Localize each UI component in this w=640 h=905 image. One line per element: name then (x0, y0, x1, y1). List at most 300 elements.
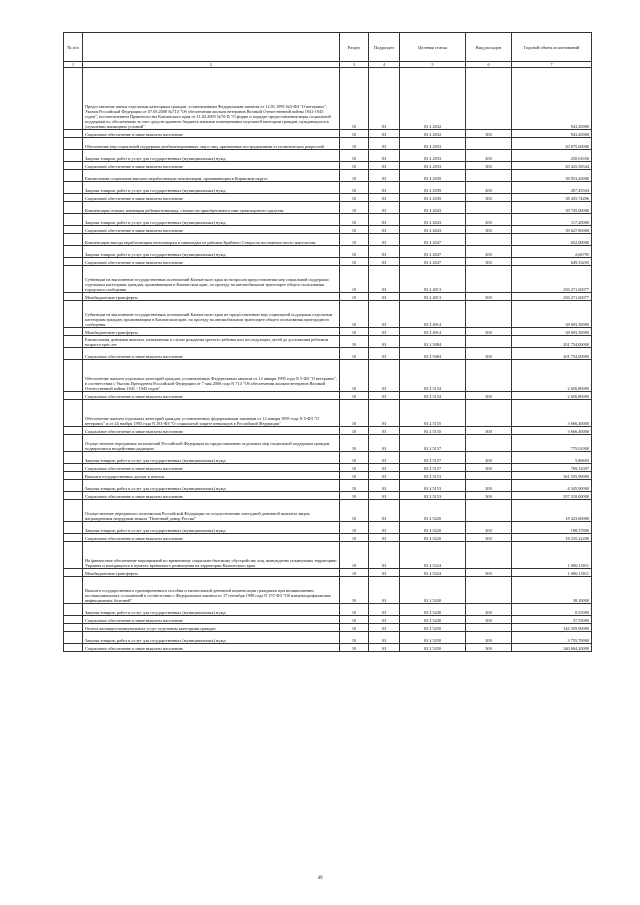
section-cell: 10 (340, 194, 369, 202)
table-row (64, 360, 592, 392)
subsection-cell: 03 (369, 569, 400, 577)
amount-cell: 38,10000 (512, 577, 592, 604)
subsection-cell: 03 (369, 464, 400, 472)
amount-cell: 201 754,00000 (512, 348, 592, 360)
amount-cell: 0,55000 (512, 604, 592, 616)
num-cell (64, 492, 83, 500)
amount-cell: 256 271,60077 (512, 293, 592, 301)
article-cell: 03 2 5137 (400, 452, 466, 464)
kind-cell: 200 (466, 604, 512, 616)
table-row (64, 604, 592, 616)
article-cell: 03 2 4013 (400, 266, 466, 293)
article-cell: 03 2 2039 (400, 194, 466, 202)
name-cell: Закупка товаров, работ и услуг для государственных (муниципальных) нужд (83, 604, 340, 616)
kind-cell: 300 (466, 427, 512, 435)
num-cell (64, 138, 83, 150)
table-row (64, 435, 592, 452)
name-cell: Закупка товаров, работ и услуг для государственных (муниципальных) нужд (83, 452, 340, 464)
subsection-cell: 03 (369, 194, 400, 202)
section-cell: 10 (340, 336, 369, 348)
article-cell: 03 2 5240 (400, 577, 466, 604)
num-cell (64, 68, 83, 130)
article-cell: 03 2 2047 (400, 258, 466, 266)
section-cell: 10 (340, 68, 369, 130)
name-cell: Обеспечение жильем отдельных категорий граждан, установленных Федеральным законом от 12 января 1995 года N 5-ФЗ "О ветеранах", в соответствии с Указом Президента Российской Федерации от 7 мая 2008 года N 714 "Об обеспечении жильем ветеранов Великой Отечественной войны 1941 - 1945 годов" (83, 360, 340, 392)
name-cell: Социальное обеспечение и иные выплаты населению (83, 194, 340, 202)
header-section: Раздел (340, 33, 369, 62)
kind-cell: 200 (466, 182, 512, 194)
name-cell: Компенсация выезда неработающим пенсионерам и инвалидам из районов Крайнего Севера на постоянное место жительства (83, 234, 340, 246)
amount-cell: 2 656,80000 (512, 360, 592, 392)
table-row (64, 202, 592, 214)
article-cell: 03 2 5084 (400, 348, 466, 360)
section-cell: 10 (340, 348, 369, 360)
kind-cell (466, 500, 512, 522)
name-cell: Межбюджетные трансферты (83, 293, 340, 301)
table-row (64, 500, 592, 522)
article-cell: 03 2 2033 (400, 162, 466, 170)
amount-cell: 344 359,90000 (512, 624, 592, 632)
name-cell: Закупка товаров, работ и услуг для государственных (муниципальных) нужд (83, 182, 340, 194)
num-cell (64, 234, 83, 246)
subsection-cell: 03 (369, 616, 400, 624)
amount-cell: 39 745,00000 (512, 202, 592, 214)
name-cell: Субвенции на выполнение государственных полномочий Камчатского края по вопросам предоставления мер социальной поддержки отдельным категориям граждан, проживающим в Камчатском крае, по проезду на автомобильном транспорте общего пользования городского сообщения (83, 266, 340, 293)
table-row (64, 138, 592, 150)
section-cell: 10 (340, 234, 369, 246)
table-row (64, 246, 592, 258)
amount-cell: 38 693,30000 (512, 328, 592, 336)
name-cell: Закупка товаров, работ и услуг для государственных (муниципальных) нужд (83, 632, 340, 644)
table-row (64, 569, 592, 577)
name-cell: Социальное обеспечение и иные выплаты населению (83, 162, 340, 170)
num-cell (64, 427, 83, 435)
amount-cell: 250,01656 (512, 150, 592, 162)
kind-cell: 200 (466, 150, 512, 162)
table-row (64, 632, 592, 644)
section-cell: 10 (340, 472, 369, 480)
article-cell: 03 2 2047 (400, 246, 466, 258)
table-row (64, 182, 592, 194)
name-cell: Выплата государственного единовременного пособия и ежемесячной денежной компенсации гражданам при возникновении поствакцинальных осложнений в соответствии с Федеральным законом от 17 сентября 1998 года N 157-ФЗ "Об иммунопрофилактике инфекционных болезней" (83, 577, 340, 604)
amount-cell: 1 686,15011 (512, 569, 592, 577)
kind-cell (466, 202, 512, 214)
num-cell (64, 480, 83, 492)
num-cell (64, 293, 83, 301)
name-cell: Выплата государственных доплат к пенсии (83, 472, 340, 480)
article-cell: 03 2 4014 (400, 328, 466, 336)
subsection-cell: 03 (369, 214, 400, 226)
name-cell: Компенсация семьям, имеющим ребенка-инвалида, стоимости приобретаемого ими транспортного средства (83, 202, 340, 214)
article-cell: 03 2 5153 (400, 492, 466, 500)
table-row (64, 214, 592, 226)
table-header-row (64, 33, 592, 62)
name-cell: Социальное обеспечение и иные выплаты населению (83, 464, 340, 472)
article-cell: 03 2 5240 (400, 616, 466, 624)
amount-cell: 1 686,15011 (512, 542, 592, 569)
column-number: 1 (64, 62, 83, 68)
subsection-cell: 03 (369, 500, 400, 522)
article-cell: 03 2 2047 (400, 234, 466, 246)
subsection-cell: 03 (369, 348, 400, 360)
subsection-cell: 03 (369, 392, 400, 400)
name-cell: Субвенции на выполнение государственных полномочий Камчатского края по предоставлению мер социальной поддержки отдельным категориям граждан, проживающим в Камчатском крае, по проезду на автомобильном транспорте общего пользования пригородного сообщения (83, 301, 340, 328)
table-row (64, 301, 592, 328)
section-cell: 10 (340, 435, 369, 452)
article-cell: 03 2 5224 (400, 569, 466, 577)
section-cell: 10 (340, 452, 369, 464)
num-cell (64, 644, 83, 652)
table-row (64, 150, 592, 162)
num-cell (64, 360, 83, 392)
table-row (64, 68, 592, 130)
num-cell (64, 328, 83, 336)
subsection-cell: 03 (369, 130, 400, 138)
section-cell: 10 (340, 480, 369, 492)
amount-cell: 769,14397 (512, 464, 592, 472)
kind-cell: 500 (466, 328, 512, 336)
section-cell: 10 (340, 392, 369, 400)
article-cell: 03 2 2039 (400, 182, 466, 194)
article-cell: 03 2 5224 (400, 542, 466, 569)
table-row (64, 644, 592, 652)
kind-cell (466, 360, 512, 392)
amount-cell: 38 953,20000 (512, 170, 592, 182)
subsection-cell: 03 (369, 427, 400, 435)
subsection-cell: 03 (369, 182, 400, 194)
header-subsection: Подраздел (369, 33, 400, 62)
name-cell: Социальное обеспечение и иные выплаты населению (83, 616, 340, 624)
subsection-cell: 03 (369, 138, 400, 150)
subsection-cell: 03 (369, 492, 400, 500)
num-cell (64, 452, 83, 464)
article-cell: 03 2 2033 (400, 138, 466, 150)
kind-cell: 300 (466, 258, 512, 266)
amount-cell: 649,33205 (512, 258, 592, 266)
name-cell: Социальное обеспечение и иные выплаты населению (83, 534, 340, 542)
table-row (64, 472, 592, 480)
kind-cell: 300 (466, 226, 512, 234)
amount-cell: 20 425,58344 (512, 162, 592, 170)
kind-cell: 300 (466, 534, 512, 542)
section-cell: 10 (340, 293, 369, 301)
kind-cell (466, 542, 512, 569)
name-cell: Социальное обеспечение и иные выплаты населению (83, 427, 340, 435)
section-cell: 10 (340, 258, 369, 266)
kind-cell: 200 (466, 632, 512, 644)
kind-cell (466, 400, 512, 427)
kind-cell: 200 (466, 214, 512, 226)
amount-cell: 18 423,60000 (512, 500, 592, 522)
num-cell (64, 182, 83, 194)
subsection-cell: 03 (369, 644, 400, 652)
amount-cell: 39 627,80000 (512, 226, 592, 234)
num-cell (64, 604, 83, 616)
section-cell: 10 (340, 616, 369, 624)
subsection-cell: 03 (369, 246, 400, 258)
kind-cell (466, 435, 512, 452)
name-cell: Закупка товаров, работ и услуг для государственных (муниципальных) нужд (83, 150, 340, 162)
table-row (64, 577, 592, 604)
amount-cell: 3 666,40000 (512, 427, 592, 435)
table-row (64, 293, 592, 301)
num-cell (64, 569, 83, 577)
kind-cell (466, 624, 512, 632)
name-cell: Осуществление переданных полномочий Российской Федерации по предоставлению отдельных мер социальной поддержки граждан, подвергшихся воздействию радиации (83, 435, 340, 452)
article-cell: 03 2 5250 (400, 644, 466, 652)
section-cell: 10 (340, 604, 369, 616)
article-cell: 03 2 5135 (400, 427, 466, 435)
article-cell: 03 2 2032 (400, 68, 466, 130)
kind-cell: 300 (466, 644, 512, 652)
header-article: Целевая статья (400, 33, 466, 62)
kind-cell (466, 170, 512, 182)
section-cell: 10 (340, 214, 369, 226)
kind-cell (466, 301, 512, 328)
name-cell: Оплата жилищно-коммунальных услуг отдельным категориям граждан (83, 624, 340, 632)
name-cell: Социальное обеспечение и иные выплаты населению (83, 130, 340, 138)
kind-cell (466, 266, 512, 293)
subsection-cell: 03 (369, 234, 400, 246)
article-cell: 03 2 2033 (400, 150, 466, 162)
section-cell: 10 (340, 162, 369, 170)
section-cell: 10 (340, 150, 369, 162)
subsection-cell: 03 (369, 162, 400, 170)
column-number: 5 (400, 62, 466, 68)
table-row (64, 348, 592, 360)
article-cell: 03 2 5250 (400, 632, 466, 644)
num-cell (64, 266, 83, 293)
name-cell: Социальное обеспечение и иные выплаты населению (83, 226, 340, 234)
table-row (64, 162, 592, 170)
header-name (83, 33, 340, 62)
subsection-cell: 03 (369, 542, 400, 569)
table-row (64, 226, 592, 234)
section-cell: 10 (340, 400, 369, 427)
article-cell: 03 2 5153 (400, 472, 466, 480)
name-cell: Предоставление жилья отдельным категориям граждан, установленным Федеральным законом от 12.01.1995 №5-ФЗ "О ветеранах", Указом Российской Федерации от 07.05.2008 №714 "Об обеспечении жильем ветеранов Великой Отечественной войны 1941-1945 годов", постановлением Правительства Камчатского края от 11.02.2009 №70-П "О форме и порядке предоставления меры социальной поддержки по обеспечению за счет средств краевого бюджета жилыми помещениями отдельной категории граждан, нуждающихся в улучшении жилищных условий" (83, 68, 340, 130)
kind-cell: 200 (466, 246, 512, 258)
table-row (64, 427, 592, 435)
header-num: № п/п (64, 33, 83, 62)
num-cell (64, 348, 83, 360)
table-row (64, 464, 592, 472)
num-cell (64, 534, 83, 542)
table-row (64, 616, 592, 624)
kind-cell: 300 (466, 616, 512, 624)
subsection-cell: 03 (369, 480, 400, 492)
article-cell: 03 2 5250 (400, 624, 466, 632)
subsection-cell: 03 (369, 328, 400, 336)
amount-cell: 3 755,70000 (512, 632, 592, 644)
article-cell: 03 2 5135 (400, 400, 466, 427)
table-row (64, 392, 592, 400)
amount-cell: 2 656,80000 (512, 392, 592, 400)
article-cell: 03 2 2039 (400, 170, 466, 182)
num-cell (64, 392, 83, 400)
amount-cell: 497,45504 (512, 182, 592, 194)
table-row (64, 336, 592, 348)
num-cell (64, 500, 83, 522)
table-row (64, 534, 592, 542)
article-cell: 03 2 5134 (400, 392, 466, 400)
section-cell: 10 (340, 522, 369, 534)
num-cell (64, 194, 83, 202)
kind-cell (466, 234, 512, 246)
kind-cell: 200 (466, 522, 512, 534)
header-expense-type: Вид расходов (466, 33, 512, 62)
subsection-cell: 03 (369, 202, 400, 214)
num-cell (64, 616, 83, 624)
article-cell: 03 2 4013 (400, 293, 466, 301)
num-cell (64, 336, 83, 348)
kind-cell (466, 577, 512, 604)
num-cell (64, 301, 83, 328)
kind-cell: 500 (466, 569, 512, 577)
subsection-cell: 03 (369, 632, 400, 644)
page-number: 49 (317, 876, 323, 881)
num-cell (64, 170, 83, 182)
subsection-cell: 03 (369, 293, 400, 301)
amount-cell: 37,55000 (512, 616, 592, 624)
name-cell: Межбюджетные трансферты (83, 569, 340, 577)
name-cell: Межбюджетные трансферты (83, 328, 340, 336)
amount-cell: 2,66795 (512, 246, 592, 258)
kind-cell: 300 (466, 392, 512, 400)
table-row (64, 258, 592, 266)
amount-cell: 38 693,30000 (512, 301, 592, 328)
kind-cell: 300 (466, 194, 512, 202)
article-cell: 03 2 5134 (400, 360, 466, 392)
amount-cell: 188,37800 (512, 522, 592, 534)
amount-cell: 652,00000 (512, 234, 592, 246)
amount-cell: 361 555,90000 (512, 472, 592, 480)
article-cell: 03 2 5240 (400, 604, 466, 616)
column-number: 7 (512, 62, 592, 68)
section-cell: 10 (340, 569, 369, 577)
kind-cell: 300 (466, 130, 512, 138)
budget-table (63, 32, 592, 652)
subsection-cell: 03 (369, 604, 400, 616)
section-cell: 10 (340, 492, 369, 500)
section-cell: 10 (340, 577, 369, 604)
article-cell: 03 2 5220 (400, 500, 466, 522)
name-cell: Обеспечение мер социальной поддержки реабилитированных лиц и лиц, признанных пострадавшими от политических репрессий (83, 138, 340, 150)
num-cell (64, 226, 83, 234)
name-cell: Обеспечение жильем отдельных категорий граждан, установленных федеральными законами от 12 января 1995 года N 5-ФЗ "О ветеранах" и от 24 ноября 1995 года N 181-ФЗ "О социальной защите инвалидов в Российской Федерации" (83, 400, 340, 427)
section-cell: 10 (340, 542, 369, 569)
table-row (64, 234, 592, 246)
name-cell: Закупка товаров, работ и услуг для государственных (муниципальных) нужд (83, 522, 340, 534)
num-cell (64, 400, 83, 427)
num-cell (64, 464, 83, 472)
amount-cell: 117,20000 (512, 214, 592, 226)
kind-cell (466, 336, 512, 348)
num-cell (64, 542, 83, 569)
subsection-cell: 03 (369, 435, 400, 452)
num-cell (64, 150, 83, 162)
table-row (64, 624, 592, 632)
table-row (64, 480, 592, 492)
table-row (64, 266, 592, 293)
num-cell (64, 130, 83, 138)
section-cell: 10 (340, 500, 369, 522)
table-row (64, 452, 592, 464)
amount-cell: 357 210,00000 (512, 492, 592, 500)
subsection-cell: 03 (369, 226, 400, 234)
subsection-cell: 03 (369, 577, 400, 604)
section-cell: 10 (340, 328, 369, 336)
section-cell: 10 (340, 464, 369, 472)
table-row (64, 130, 592, 138)
article-cell: 03 2 2043 (400, 202, 466, 214)
num-cell (64, 258, 83, 266)
name-cell: Закупка товаров, работ и услуг для государственных (муниципальных) нужд (83, 246, 340, 258)
article-cell: 03 2 2043 (400, 226, 466, 234)
section-cell: 10 (340, 624, 369, 632)
kind-cell: 300 (466, 162, 512, 170)
subsection-cell: 03 (369, 336, 400, 348)
section-cell: 10 (340, 360, 369, 392)
subsection-cell: 03 (369, 452, 400, 464)
amount-cell: 38 455,74496 (512, 194, 592, 202)
num-cell (64, 435, 83, 452)
num-cell (64, 162, 83, 170)
num-cell (64, 202, 83, 214)
section-cell: 10 (340, 246, 369, 258)
amount-cell: 201 754,00000 (512, 336, 592, 348)
amount-cell: 340 604,20000 (512, 644, 592, 652)
section-cell: 10 (340, 632, 369, 644)
subsection-cell: 03 (369, 522, 400, 534)
amount-cell: 4 345,90000 (512, 480, 592, 492)
subsection-cell: 03 (369, 170, 400, 182)
article-cell: 03 2 5153 (400, 480, 466, 492)
table-row (64, 522, 592, 534)
subsection-cell: 03 (369, 534, 400, 542)
name-cell: Закупка товаров, работ и услуг для государственных (муниципальных) нужд (83, 214, 340, 226)
article-cell: 03 2 5137 (400, 435, 466, 452)
column-number: 3 (340, 62, 369, 68)
amount-cell: 775,01000 (512, 435, 592, 452)
subsection-cell: 03 (369, 266, 400, 293)
kind-cell: 300 (466, 492, 512, 500)
subsection-cell: 03 (369, 68, 400, 130)
subsection-cell: 03 (369, 360, 400, 392)
amount-cell: 5,86603 (512, 452, 592, 464)
section-cell: 10 (340, 427, 369, 435)
subsection-cell: 03 (369, 258, 400, 266)
num-cell (64, 214, 83, 226)
kind-cell (466, 472, 512, 480)
section-cell: 10 (340, 138, 369, 150)
section-cell: 10 (340, 182, 369, 194)
article-cell: 03 2 2043 (400, 214, 466, 226)
kind-cell: 500 (466, 293, 512, 301)
table-body (64, 68, 592, 652)
name-cell: Ежемесячная социальная выплата неработающим пенсионерам, проживающим в Корякском округе (83, 170, 340, 182)
name-cell: Социальное обеспечение и иные выплаты населению (83, 644, 340, 652)
article-cell: 03 2 5220 (400, 522, 466, 534)
table-row (64, 328, 592, 336)
column-number: 2 (83, 62, 340, 68)
name-cell: Осуществление переданного полномочия Российской Федерации по осуществлению ежегодной денежной выплаты лицам, награжденным нагрудным знаком "Почетный донор России" (83, 500, 340, 522)
article-cell: 03 2 5084 (400, 336, 466, 348)
num-cell (64, 246, 83, 258)
article-cell: 03 2 2032 (400, 130, 466, 138)
table-row (64, 170, 592, 182)
amount-cell: 20 675,60000 (512, 138, 592, 150)
